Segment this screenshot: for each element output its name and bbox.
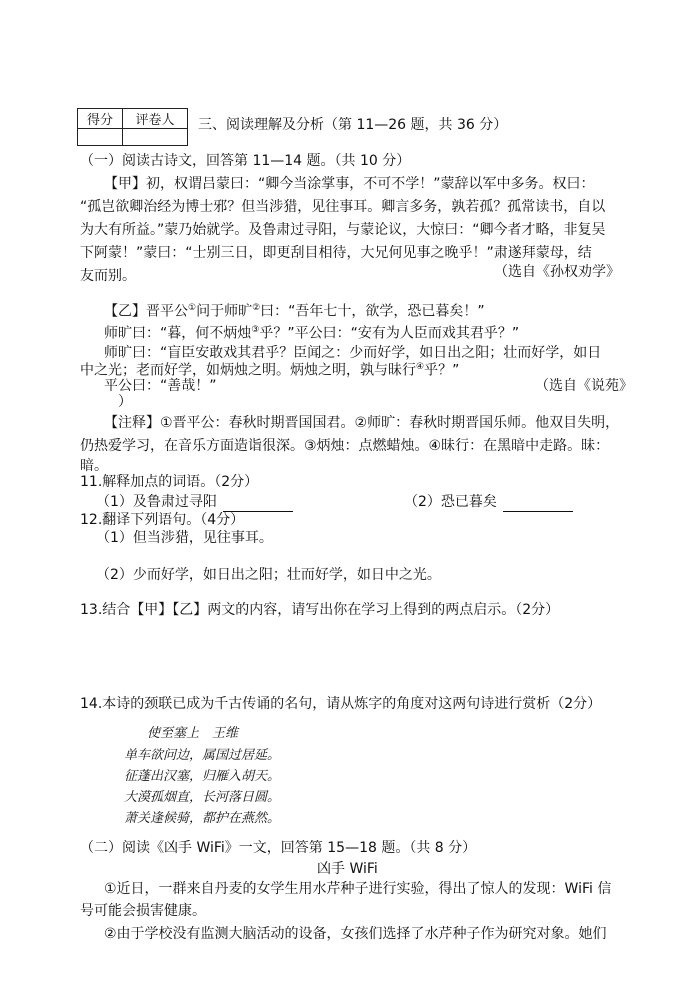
note-marker-1: ① bbox=[188, 303, 197, 313]
notes-line-3: 暗。 bbox=[80, 458, 108, 474]
part1-heading: （一）阅读古诗文，回答第 11—14 题。（共 10 分） bbox=[80, 153, 411, 169]
jia-source: （选自《孙权劝学》 bbox=[494, 264, 620, 280]
section3-title: 三、阅读理解及分析（第 11—26 题，共 36 分） bbox=[198, 117, 508, 133]
score-cell[interactable] bbox=[78, 129, 123, 146]
yi-line-1 bbox=[104, 298, 485, 322]
q11: 11.解释加点的词语。（2分） bbox=[80, 474, 259, 490]
q11-item-2-text: （2）恐已暮矣 bbox=[404, 494, 497, 510]
yi-line-3: 师旷曰：“盲臣安敢戏其君乎？臣闻之：少而好学，如日出之阳；壮而好学，如日 bbox=[104, 345, 602, 361]
jia-line-4: 下阿蒙！”蒙曰：“士别三日，即更刮目相待，大兄何见事之晚乎！”肃遂拜蒙母，结 bbox=[80, 245, 592, 261]
grader-label: 评卷人 bbox=[123, 109, 188, 129]
yi-line-5: 平公曰：“善哉！” bbox=[104, 378, 217, 394]
q12-item-1: （1）但当涉猎，见往事耳。 bbox=[96, 530, 273, 546]
q11-item-1-text: （1）及鲁肃过寻阳 bbox=[96, 494, 217, 510]
q11-item-1 bbox=[96, 492, 293, 512]
yi-line-2b: 乎？”平公曰：“安有为人臣而戏其君乎？” bbox=[259, 325, 520, 342]
note-marker-3: ③ bbox=[251, 325, 260, 335]
q12: 12.翻译下列语句。（4分） bbox=[80, 512, 245, 528]
notes-line-1: 【注释】①晋平公：春秋时期晋国国君。②师旷：春秋时期晋国乐师。他双目失明， bbox=[104, 415, 620, 431]
q14: 14.本诗的颈联已成为千古传诵的名句，请从炼字的角度对这两句诗进行赏析（2分） bbox=[80, 696, 602, 712]
poem-line-2: 征蓬出汉塞，归雁入胡天。 bbox=[124, 769, 281, 784]
part2-p2-line-1: ②由于学校没有监测大脑活动的设备，女孩们选择了水芹种子作为研究对象。她们 bbox=[104, 926, 607, 942]
poem-line-4: 萧关逢候骑，都护在燕然。 bbox=[124, 811, 281, 826]
score-label: 得分 bbox=[78, 109, 123, 129]
note-marker-2: ② bbox=[252, 303, 261, 313]
jia-line-1: 【甲】初，权谓吕蒙曰：“卿今当涂掌事，不可不学！”蒙辞以军中多务。权曰： bbox=[104, 176, 595, 192]
grader-cell[interactable] bbox=[123, 129, 188, 146]
part2-p1-line-1: ①近日，一群来自丹麦的女学生用水芹种子进行实验，得出了惊人的发现：WiFi 信 bbox=[104, 881, 612, 897]
notes-line-2: 仍热爱学习，在音乐方面造诣很深。③炳烛：点燃蜡烛。④昧行：在黑暗中走路。昧： bbox=[80, 438, 610, 454]
yi-line-2a: 师旷曰：“暮，何不炳烛 bbox=[104, 325, 252, 342]
jia-line-3: 为大有所益。”蒙乃始就学。及鲁肃过寻阳，与蒙论议，大惊曰：“卿今者才略，非复吴 bbox=[80, 222, 606, 238]
poem-line-3: 大漠孤烟直，长河落日圆。 bbox=[124, 790, 281, 805]
q13: 13.结合【甲】【乙】两文的内容，请写出你在学习上得到的两点启示。（2分） bbox=[80, 602, 560, 618]
note-marker-4: ④ bbox=[416, 362, 425, 372]
part2-p1-line-2: 号可能会损害健康。 bbox=[80, 903, 206, 919]
yi-line-4b: 乎？” bbox=[424, 362, 460, 379]
yi-line-1a: 【乙】晋平公 bbox=[104, 303, 188, 320]
yi-line-1b: 问于师旷 bbox=[196, 303, 253, 320]
part2-heading: （二）阅读《凶手 WiFi》一文，回答第 15—18 题。（共 8 分） bbox=[80, 840, 477, 856]
q11-answer-blank-2[interactable] bbox=[503, 497, 573, 512]
yi-source-close: ） bbox=[118, 394, 132, 410]
poem-title: 使至塞上 王维 bbox=[147, 726, 239, 741]
yi-line-4a: 中之光；老而好学，如炳烛之明。炳烛之明，孰与昧行 bbox=[80, 362, 416, 379]
yi-source: （选自《说苑》 bbox=[535, 378, 633, 394]
q11-item-2 bbox=[404, 492, 573, 512]
poem-line-1: 单车欲问边，属国过居延。 bbox=[124, 748, 281, 763]
yi-line-2 bbox=[104, 320, 519, 344]
part2-title: 凶手 WiFi bbox=[317, 861, 378, 877]
score-table bbox=[77, 108, 188, 146]
q12-item-2: （2）少而好学，如日出之阳；壮而好学，如日中之光。 bbox=[96, 567, 441, 583]
yi-line-1c: 曰：“吾年七十，欲学，恐已暮矣！” bbox=[260, 303, 485, 320]
jia-line-5: 友而别。 bbox=[80, 268, 136, 284]
jia-line-2: “孤岂欲卿治经为博士邪？但当涉猎，见往事耳。卿言多务，孰若孤？孤常读书，自以 bbox=[80, 199, 606, 215]
